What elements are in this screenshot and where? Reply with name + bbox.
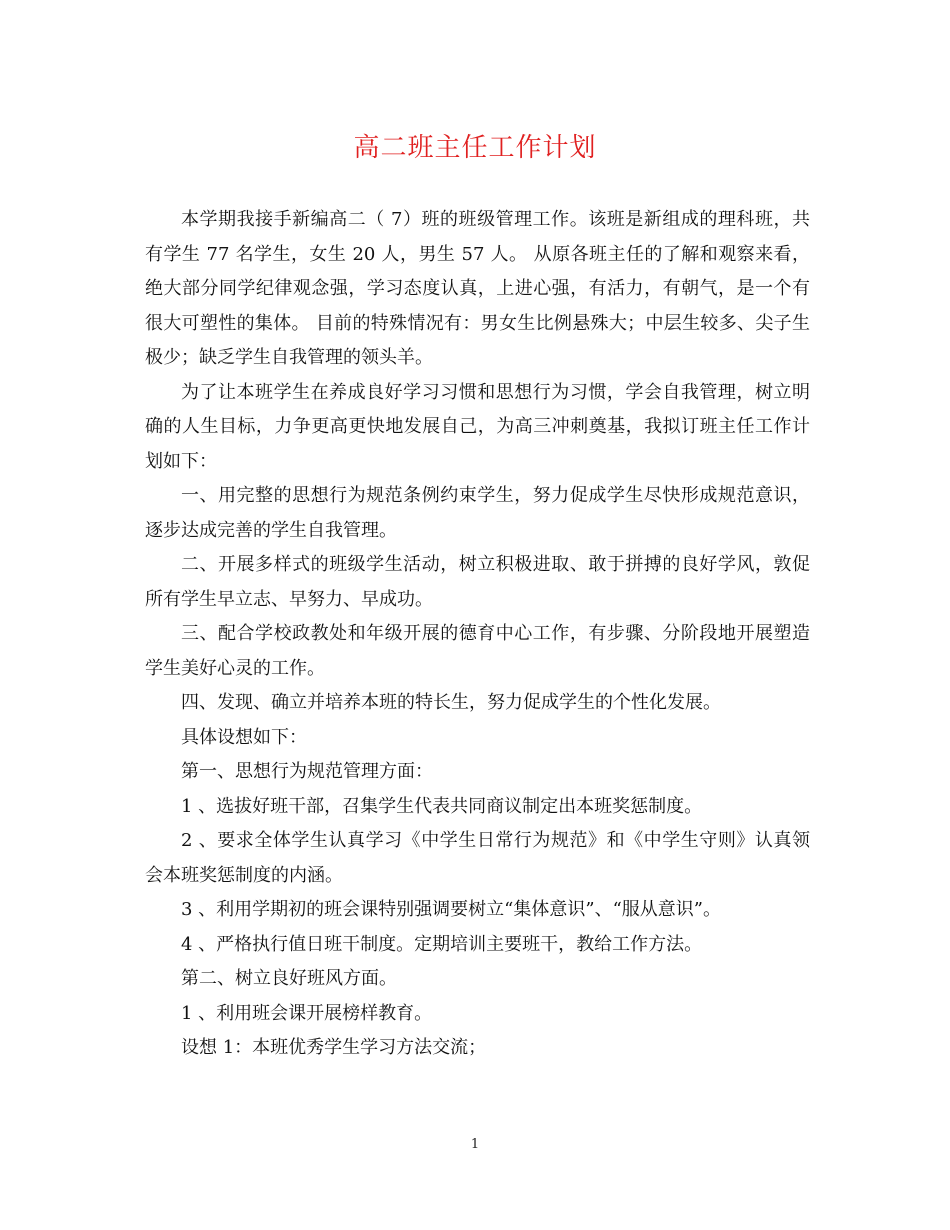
- paragraph: 2 、要求全体学生认真学习《中学生日常行为规范》和《中学生守则》认真领会本班奖惩制度的内涵。: [145, 830, 810, 886]
- paragraph: 4 、严格执行值日班干制度。定期培训主要班干，教给工作方法。: [181, 933, 703, 955]
- paragraph: 本学期我接手新编高二（ 7）班的班级管理工作。该班是新组成的理科班，共有学生 77 名学生，女生 20 人，男生 57 人。 从原各班主任的了解和观察来看，绝大部分同学纪律观念强，学习态度认真，上进心强，有活力，有朝气，是一个有很大可塑性的集体。 目前的特殊情况有：男女生比例悬殊大；中层生较多、尖子生极少；缺乏学生自我管理的领头羊。: [145, 209, 810, 368]
- document-body: [145, 203, 810, 1066]
- paragraph: 三、配合学校政教处和年级开展的德育中心工作，有步骤、分阶段地开展塑造学生美好心灵的工作。: [145, 623, 810, 679]
- paragraph: 二、开展多样式的班级学生活动，树立积极进取、敢于拼搏的良好学风，敦促所有学生早立志、早努力、早成功。: [145, 554, 810, 610]
- paragraph: 第一、思想行为规范管理方面：: [181, 761, 433, 782]
- paragraph: 3 、利用学期初的班会课特别强调要树立“集体意识”、“服从意识”。: [181, 899, 721, 920]
- paragraph: 设想 1：本班优秀学生学习方法交流；: [181, 1037, 487, 1058]
- paragraph: 1 、选拔好班干部，召集学生代表共同商议制定出本班奖惩制度。: [181, 795, 703, 817]
- document-title: 高二班主任工作计划: [353, 133, 597, 163]
- paragraph: 1 、利用班会课开展榜样教育。: [181, 1002, 433, 1024]
- paragraph: 为了让本班学生在养成良好学习习惯和思想行为习惯，学会自我管理，树立明确的人生目标，力争更高更快地发展自己，为高三冲刺奠基，我拟订班主任工作计划如下：: [145, 381, 810, 472]
- page-number: 1: [470, 1137, 480, 1152]
- paragraph: 一、用完整的思想行为规范条例约束学生，努力促成学生尽快形成规范意识，逐步达成完善的学生自我管理。: [145, 485, 810, 541]
- paragraph: 四、发现、确立并培养本班的特长生，努力促成学生的个性化发展。: [181, 692, 721, 713]
- paragraph: 第二、树立良好班风方面。: [181, 968, 397, 989]
- paragraph: 具体设想如下：: [181, 726, 307, 748]
